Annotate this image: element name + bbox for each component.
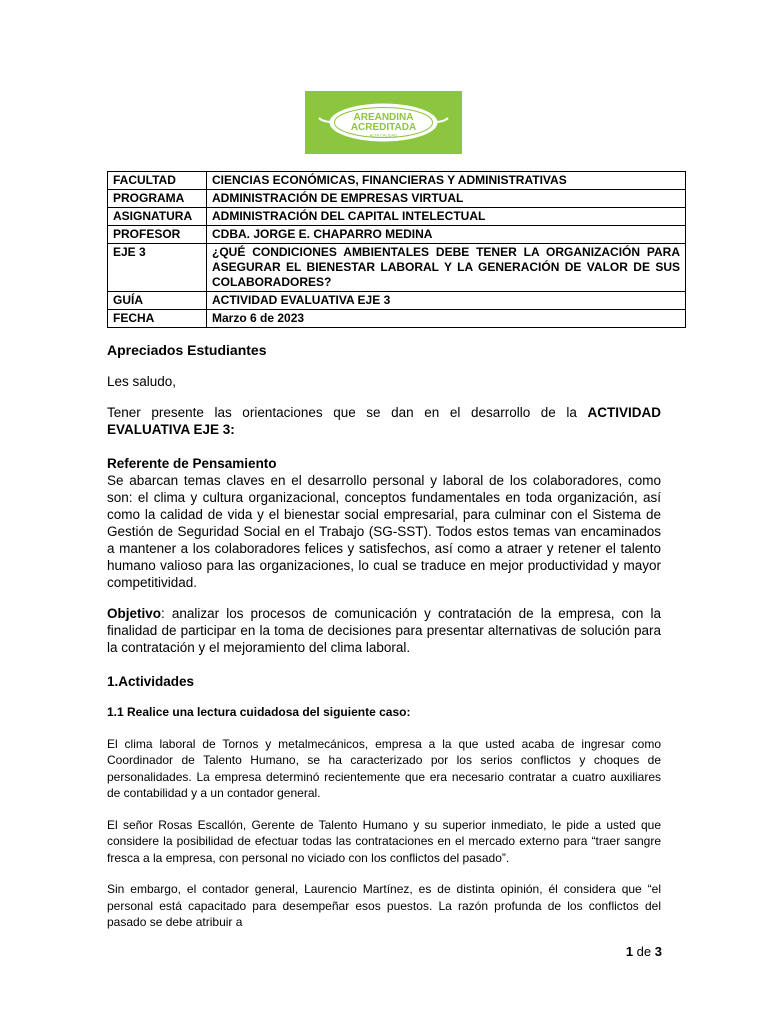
info-label: ASIGNATURA (108, 208, 207, 226)
info-row (108, 244, 686, 292)
info-row (108, 172, 686, 190)
university-logo (305, 91, 462, 154)
greeting-heading: Apreciados Estudiantes (107, 342, 267, 358)
logo-line2: ACREDITADA (350, 122, 417, 133)
intro-bold: ACTIVIDAD EVALUATIVA EJE 3: (107, 405, 661, 437)
info-value: CDBA. JORGE E. CHAPARRO MEDINA (207, 226, 686, 244)
document-body (107, 342, 661, 931)
info-label: FACULTAD (108, 172, 207, 190)
intro-paragraph (107, 404, 661, 438)
sub-heading: 1.1 Realice una lectura cuidadosa del siguiente caso: (107, 705, 411, 719)
info-value: ACTIVIDAD EVALUATIVA EJE 3 (207, 292, 686, 310)
info-label: PROGRAMA (108, 190, 207, 208)
total-pages: 3 (654, 944, 662, 959)
info-row (108, 190, 686, 208)
case-paragraph: El señor Rosas Escallón, Gerente de Talento Humano y su superior inmediato, le pide a usted que considere la posibilidad de efectuar todas las contrataciones en el mercado externo para “traer sangre fresca a la empresa, con personal no viciado con los conflictos del pasado”. (107, 817, 661, 865)
info-label: EJE 3 (108, 244, 207, 292)
case-paragraph: Sin embargo, el contador general, Laurencio Martínez, es de distinta opinión, él considera que “el personal está capacitado para desempeñar esos puestos. La razón profunda de los conflictos del pasado se debe atribuir a (107, 882, 661, 929)
info-label: GUÍA (108, 292, 207, 310)
objetivo-paragraph (107, 605, 661, 656)
page-sep: de (636, 944, 652, 959)
accreditation-seal-icon (305, 91, 462, 154)
objetivo-text: : analizar los procesos de comunicación y contratación de la empresa, con la finalidad de participar en la toma de decisiones para presentar alternativas de solución para la contratación y el mejoramiento del clima laboral. (107, 606, 661, 655)
case-paragraph: El clima laboral de Tornos y metalmecánicos, empresa a la que usted acaba de ingresar como Coordinador de Talento Humano, se ha caracterizado por los serios conflictos y choques de personalidades. La empresa determinó recientemente que era necesario contratar a cuatro auxiliares de contabilidad y a un contador general. (107, 736, 661, 800)
info-row (108, 292, 686, 310)
info-label: FECHA (108, 310, 207, 328)
page-number (590, 944, 662, 959)
info-row (108, 208, 686, 226)
info-value: ADMINISTRACIÓN DE EMPRESAS VIRTUAL (207, 190, 686, 208)
course-info-table (107, 171, 686, 328)
objetivo-label: Objetivo (107, 606, 162, 621)
logo-line3: ALTA CALIDAD (369, 132, 398, 138)
info-value: Marzo 6 de 2023 (207, 310, 686, 328)
referente-heading: Referente de Pensamiento (107, 456, 277, 471)
salute-text: Les saludo, (107, 374, 177, 389)
logo-line1: AREANDINA (353, 112, 414, 123)
actividades-heading: 1.Actividades (107, 674, 195, 689)
info-row (108, 226, 686, 244)
info-row (108, 310, 686, 328)
info-value: ¿QUÉ CONDICIONES AMBIENTALES DEBE TENER LA ORGANIZACIÓN PARA ASEGURAR EL BIENESTAR LABORAL Y LA GENERACIÓN DE VALOR DE SUS COLABORADORES? (207, 244, 686, 292)
referente-paragraph: Se abarcan temas claves en el desarrollo personal y laboral de los colaboradores, como son: el clima y cultura organizacional, conceptos fundamentales en toda organización, así como la calidad de vida y el bienestar social empresarial, para culminar con el Sistema de Gestión de Seguridad Social en el Trabajo (SG-SST). Todos estos temas van encaminados a mantener a los colaboradores felices y satisfechos, así como a atraer y retener el talento humano valioso para las organizaciones, lo cual se traduce en mejor productividad y mayor competitividad. (107, 473, 661, 590)
info-label: PROFESOR (108, 226, 207, 244)
current-page: 1 (625, 944, 634, 959)
info-value: ADMINISTRACIÓN DEL CAPITAL INTELECTUAL (207, 208, 686, 226)
intro-text: Tener presente las orientaciones que se dan en el desarrollo de la (107, 405, 588, 420)
info-value: CIENCIAS ECONÓMICAS, FINANCIERAS Y ADMINISTRATIVAS (207, 172, 686, 190)
